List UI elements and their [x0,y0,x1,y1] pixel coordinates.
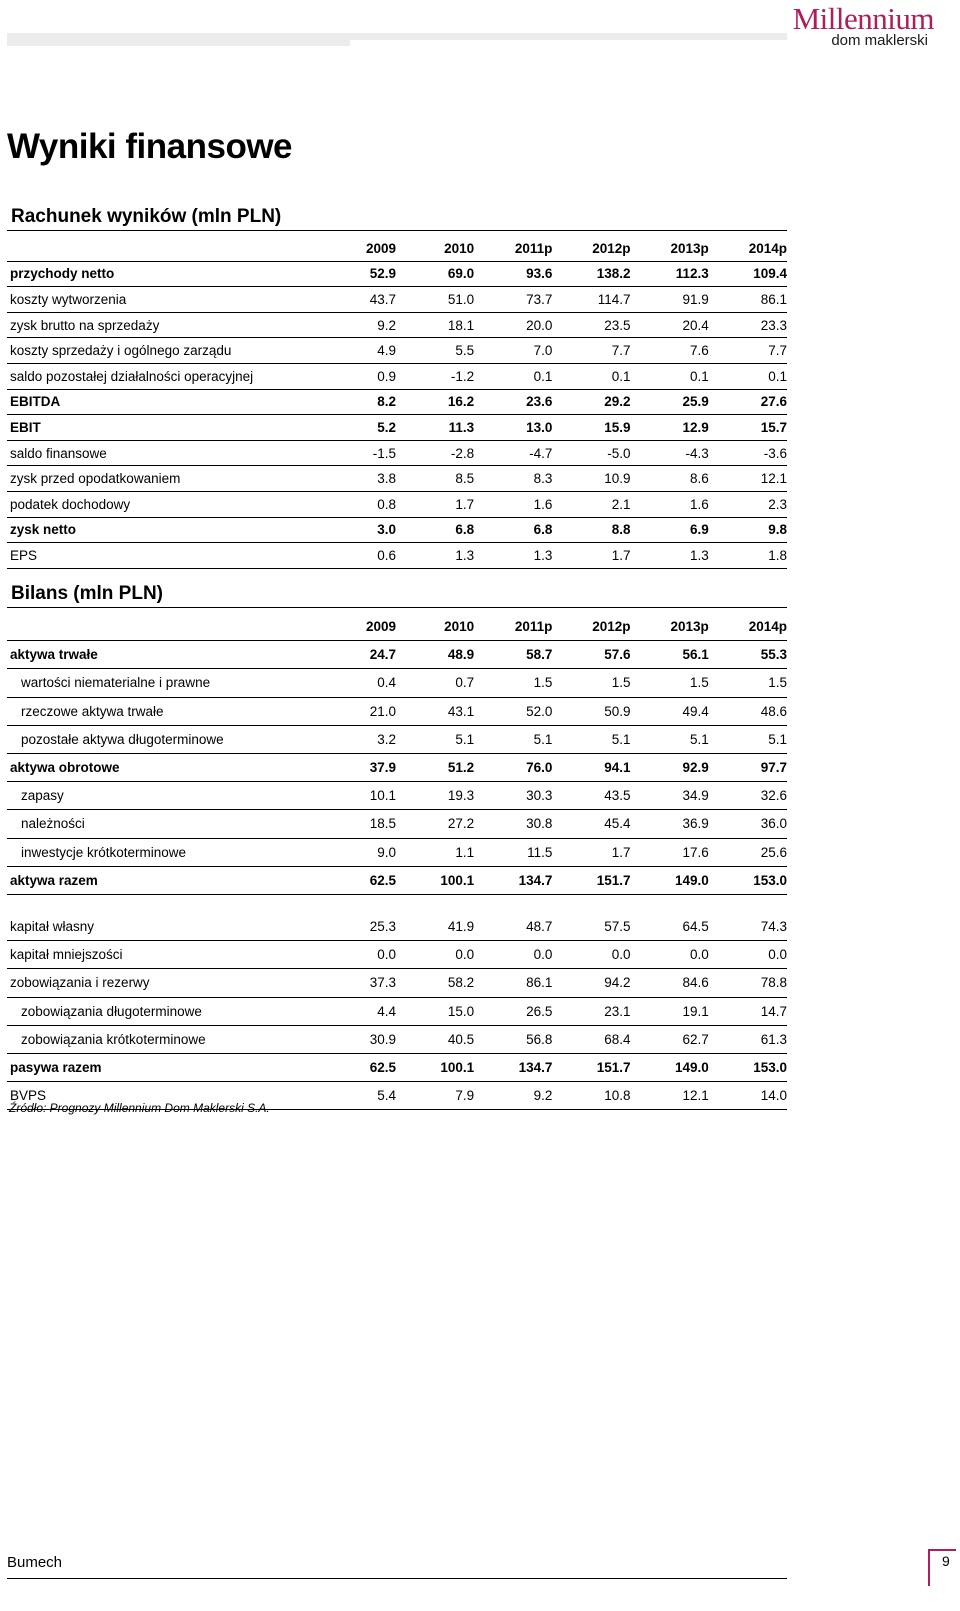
row-value: 17.6 [631,838,709,866]
row-value: 1.5 [631,669,709,697]
row-value: 36.9 [631,810,709,838]
row-value: 100.1 [396,866,474,894]
row-value: 5.2 [318,415,396,441]
row-value: 138.2 [552,261,630,287]
header-bar [350,33,787,40]
income-statement-title: Rachunek wyników (mln PLN) [11,206,282,227]
row-value: 97.7 [709,753,787,781]
row-value: 19.3 [396,782,474,810]
row-value: 0.8 [318,491,396,517]
row-value: 11.5 [474,838,552,866]
row-value: 6.9 [631,517,709,543]
table-row [7,866,787,894]
row-label: zapasy [7,782,318,810]
row-value: 20.0 [474,312,552,338]
row-value: 48.7 [474,913,552,941]
header-bar [7,33,350,46]
row-value: 7.7 [552,338,630,364]
row-value: 1.5 [709,669,787,697]
row-value: 7.6 [631,338,709,364]
row-value: 76.0 [474,753,552,781]
row-value: 25.9 [631,389,709,415]
row-value: 15.0 [396,997,474,1025]
row-value: 3.2 [318,725,396,753]
row-value: 5.1 [396,725,474,753]
row-value: 27.2 [396,810,474,838]
table-row [7,725,787,753]
row-value: 8.3 [474,466,552,492]
table-row [7,941,787,969]
table-row [7,810,787,838]
row-value: 100.1 [396,1053,474,1081]
row-value: 94.2 [552,969,630,997]
row-value: 25.3 [318,913,396,941]
logo-brand: Millennium [792,1,934,36]
row-value: 62.5 [318,1053,396,1081]
row-value: 37.3 [318,969,396,997]
row-value: -5.0 [552,440,630,466]
row-value: 0.9 [318,363,396,389]
row-value: 5.4 [318,1082,396,1110]
row-value: 16.2 [396,389,474,415]
row-value: 24.7 [318,641,396,669]
row-value: 91.9 [631,287,709,313]
header-spacer [7,613,318,641]
row-value: 23.3 [709,312,787,338]
year-header: 2011p [474,236,552,261]
row-value: -4.7 [474,440,552,466]
row-value: 10.8 [552,1082,630,1110]
row-value: 50.9 [552,697,630,725]
year-header: 2014p [709,613,787,641]
row-value: 8.6 [631,466,709,492]
row-label: BVPS [7,1082,318,1110]
balance-sheet-table [7,613,787,895]
row-value: 149.0 [631,866,709,894]
row-value: -1.5 [318,440,396,466]
year-header: 2012p [552,613,630,641]
row-value: 1.7 [396,491,474,517]
row-label: zobowiązania długoterminowe [7,997,318,1025]
row-label: pasywa razem [7,1053,318,1081]
row-value: 5.1 [474,725,552,753]
row-value: 51.0 [396,287,474,313]
row-value: 9.2 [318,312,396,338]
table-row [7,997,787,1025]
year-header: 2010 [396,236,474,261]
row-value: 1.3 [631,543,709,569]
row-value: 10.9 [552,466,630,492]
year-header: 2013p [631,613,709,641]
row-value: 51.2 [396,753,474,781]
row-value: 0.1 [474,363,552,389]
row-label: zysk netto [7,517,318,543]
row-value: 43.5 [552,782,630,810]
row-value: 112.3 [631,261,709,287]
row-value: 49.4 [631,697,709,725]
row-label: EBIT [7,415,318,441]
row-label: aktywa trwałe [7,641,318,669]
row-value: 23.1 [552,997,630,1025]
year-header: 2010 [396,613,474,641]
row-value: 68.4 [552,1025,630,1053]
table-header-row [7,613,787,641]
page-title: Wyniki finansowe [7,127,293,166]
footer-company: Bumech [7,1554,63,1571]
row-label: rzeczowe aktywa trwałe [7,697,318,725]
row-label: zobowiązania i rezerwy [7,969,318,997]
row-value: 52.9 [318,261,396,287]
source-note: Źródło: Prognozy Millennium Dom Maklerski S.A. [9,1101,270,1115]
row-value: 23.6 [474,389,552,415]
row-value: 25.6 [709,838,787,866]
row-value: 151.7 [552,866,630,894]
row-value: 0.0 [318,941,396,969]
row-value: 109.4 [709,261,787,287]
table-row [7,669,787,697]
row-label: zysk przed opodatkowaniem [7,466,318,492]
row-value: 18.5 [318,810,396,838]
row-value: 1.3 [474,543,552,569]
table-row [7,415,787,441]
year-header: 2013p [631,236,709,261]
row-value: 20.4 [631,312,709,338]
row-value: 55.3 [709,641,787,669]
row-value: 3.0 [318,517,396,543]
row-value: 29.2 [552,389,630,415]
table-row [7,312,787,338]
row-value: 27.6 [709,389,787,415]
row-value: 56.8 [474,1025,552,1053]
row-value: 5.5 [396,338,474,364]
row-value: 57.5 [552,913,630,941]
row-value: 21.0 [318,697,396,725]
row-value: 78.8 [709,969,787,997]
row-value: 30.9 [318,1025,396,1053]
row-value: 134.7 [474,866,552,894]
row-value: 7.0 [474,338,552,364]
row-value: 86.1 [474,969,552,997]
row-value: 18.1 [396,312,474,338]
year-header: 2014p [709,236,787,261]
row-value: 43.7 [318,287,396,313]
table-row [7,440,787,466]
row-value: 0.1 [631,363,709,389]
header-spacer [7,236,318,261]
row-value: 1.7 [552,543,630,569]
row-label: aktywa obrotowe [7,753,318,781]
row-value: 7.9 [396,1082,474,1110]
row-value: 58.2 [396,969,474,997]
table-row [7,1053,787,1081]
row-value: 37.9 [318,753,396,781]
page-number: 9 [942,1553,950,1569]
row-value: 5.1 [709,725,787,753]
row-value: 45.4 [552,810,630,838]
row-value: 149.0 [631,1053,709,1081]
row-value: 61.3 [709,1025,787,1053]
row-value: -3.6 [709,440,787,466]
row-value: 0.0 [631,941,709,969]
row-value: 2.1 [552,491,630,517]
row-label: EPS [7,543,318,569]
row-value: 114.7 [552,287,630,313]
table-row [7,363,787,389]
table-row [7,491,787,517]
row-value: 151.7 [552,1053,630,1081]
row-value: 12.1 [709,466,787,492]
row-value: 13.0 [474,415,552,441]
row-value: 5.1 [631,725,709,753]
row-value: 0.0 [396,941,474,969]
row-value: 4.4 [318,997,396,1025]
year-header: 2009 [318,236,396,261]
income-statement-table [7,236,787,569]
row-value: 41.9 [396,913,474,941]
row-value: 0.0 [552,941,630,969]
table-row [7,782,787,810]
row-value: 34.9 [631,782,709,810]
row-value: 5.1 [552,725,630,753]
row-value: 1.8 [709,543,787,569]
table-row [7,466,787,492]
row-value: 0.0 [709,941,787,969]
row-label: EBITDA [7,389,318,415]
row-label: aktywa razem [7,866,318,894]
table-row [7,517,787,543]
row-value: 62.5 [318,866,396,894]
row-value: 30.8 [474,810,552,838]
row-value: 40.5 [396,1025,474,1053]
liabilities-table [7,913,787,1110]
row-value: 0.0 [474,941,552,969]
row-value: 15.9 [552,415,630,441]
table-row [7,543,787,569]
row-value: 8.5 [396,466,474,492]
row-value: 6.8 [396,517,474,543]
logo-sub: dom maklerski [831,32,928,49]
row-value: 48.6 [709,697,787,725]
row-value: 8.2 [318,389,396,415]
row-value: 92.9 [631,753,709,781]
row-value: 23.5 [552,312,630,338]
row-value: 48.9 [396,641,474,669]
table-header-row [7,236,787,261]
row-value: 1.3 [396,543,474,569]
row-value: 9.2 [474,1082,552,1110]
row-value: 0.4 [318,669,396,697]
table-row [7,969,787,997]
row-label: kapitał mniejszości [7,941,318,969]
row-value: 1.1 [396,838,474,866]
row-value: 26.5 [474,997,552,1025]
row-value: 1.5 [474,669,552,697]
row-value: 1.7 [552,838,630,866]
row-value: 62.7 [631,1025,709,1053]
row-label: należności [7,810,318,838]
row-value: 56.1 [631,641,709,669]
row-value: 14.7 [709,997,787,1025]
row-value: 153.0 [709,866,787,894]
row-label: przychody netto [7,261,318,287]
section-rule [7,607,787,608]
table-row [7,389,787,415]
row-value: 11.3 [396,415,474,441]
table-row [7,287,787,313]
row-value: 30.3 [474,782,552,810]
row-value: 52.0 [474,697,552,725]
table-row [7,913,787,941]
row-value: 84.6 [631,969,709,997]
row-value: 74.3 [709,913,787,941]
row-value: 3.8 [318,466,396,492]
row-label: saldo pozostałej działalności operacyjnej [7,363,318,389]
row-label: podatek dochodowy [7,491,318,517]
row-value: 69.0 [396,261,474,287]
row-value: 94.1 [552,753,630,781]
row-value: 0.7 [396,669,474,697]
row-value: 10.1 [318,782,396,810]
row-label: inwestycje krótkoterminowe [7,838,318,866]
row-value: 32.6 [709,782,787,810]
row-label: wartości niematerialne i prawne [7,669,318,697]
table-row [7,1025,787,1053]
row-value: 0.1 [552,363,630,389]
row-value: 73.7 [474,287,552,313]
row-value: 86.1 [709,287,787,313]
footer-rule [7,1578,787,1579]
row-value: 134.7 [474,1053,552,1081]
row-value: 12.9 [631,415,709,441]
table-row [7,641,787,669]
row-label: saldo finansowe [7,440,318,466]
row-value: 12.1 [631,1082,709,1110]
row-value: 8.8 [552,517,630,543]
row-value: -4.3 [631,440,709,466]
row-value: 4.9 [318,338,396,364]
row-label: zobowiązania krótkoterminowe [7,1025,318,1053]
row-value: 153.0 [709,1053,787,1081]
section-rule [7,230,787,231]
row-value: 14.0 [709,1082,787,1110]
table-row [7,697,787,725]
row-label: kapitał własny [7,913,318,941]
row-value: 58.7 [474,641,552,669]
row-value: 6.8 [474,517,552,543]
row-value: 2.3 [709,491,787,517]
year-header: 2011p [474,613,552,641]
row-value: 1.5 [552,669,630,697]
row-value: 9.0 [318,838,396,866]
row-value: -1.2 [396,363,474,389]
table-row [7,338,787,364]
row-value: 0.6 [318,543,396,569]
row-value: 19.1 [631,997,709,1025]
row-label: koszty sprzedaży i ogólnego zarządu [7,338,318,364]
row-label: koszty wytworzenia [7,287,318,313]
row-label: zysk brutto na sprzedaży [7,312,318,338]
row-label: pozostałe aktywa długoterminowe [7,725,318,753]
table-row [7,261,787,287]
year-header: 2009 [318,613,396,641]
row-value: 0.1 [709,363,787,389]
row-value: 93.6 [474,261,552,287]
row-value: 57.6 [552,641,630,669]
row-value: 15.7 [709,415,787,441]
row-value: 1.6 [474,491,552,517]
table-row [7,838,787,866]
table-row [7,753,787,781]
row-value: -2.8 [396,440,474,466]
balance-sheet-title: Bilans (mln PLN) [11,583,164,604]
row-value: 9.8 [709,517,787,543]
logo [792,1,934,49]
year-header: 2012p [552,236,630,261]
row-value: 36.0 [709,810,787,838]
row-value: 43.1 [396,697,474,725]
row-value: 64.5 [631,913,709,941]
row-value: 1.6 [631,491,709,517]
row-value: 7.7 [709,338,787,364]
